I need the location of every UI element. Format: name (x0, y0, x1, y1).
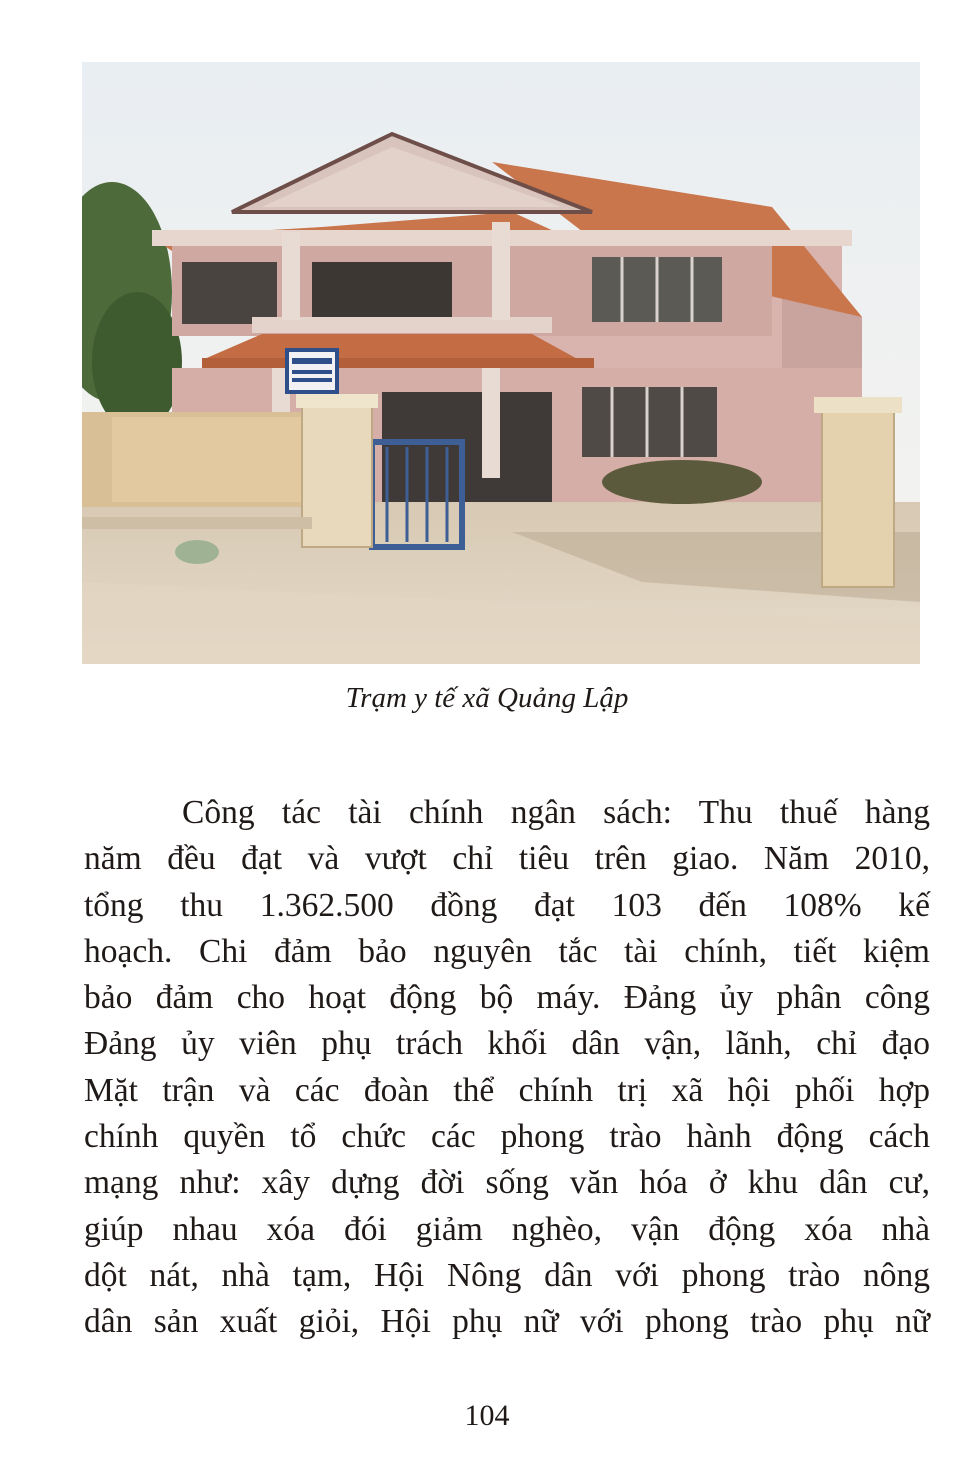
text-line: giúp nhau xóa đói giảm nghèo, vận động xóa nhà (84, 1210, 930, 1248)
body-paragraph (84, 790, 930, 1346)
text-line: bảo đảm cho hoạt động bộ máy. Đảng ủy phân công (84, 979, 930, 1017)
page-number: 104 (464, 1399, 510, 1432)
clinic-building-photo (82, 62, 920, 664)
text-line: hoạch. Chi đảm bảo nguyên tắc tài chính, tiết kiệm (84, 932, 930, 970)
text-line: chính quyền tổ chức các phong trào hành động cách (84, 1118, 930, 1156)
text-line: tổng thu 1.362.500 đồng đạt 103 đến 108% kế (84, 886, 930, 924)
text-line: Mặt trận và các đoàn thể chính trị xã hội phối hợp (84, 1071, 930, 1109)
figure-caption: Trạm y tế xã Quảng Lập (345, 682, 629, 714)
text-line: mạng như: xây dựng đời sống văn hóa ở khu dân cư, (84, 1164, 930, 1202)
text-line: dân sản xuất giỏi, Hội phụ nữ với phong trào phụ nữ (84, 1303, 930, 1341)
text-line: dột nát, nhà tạm, Hội Nông dân với phong trào nông (84, 1256, 930, 1294)
text-line: năm đều đạt và vượt chỉ tiêu trên giao. Năm 2010, (84, 840, 930, 878)
text-line: Đảng ủy viên phụ trách khối dân vận, lãnh, chỉ đạo (84, 1025, 930, 1063)
text-line: Công tác tài chính ngân sách: Thu thuế hàng (182, 794, 930, 831)
